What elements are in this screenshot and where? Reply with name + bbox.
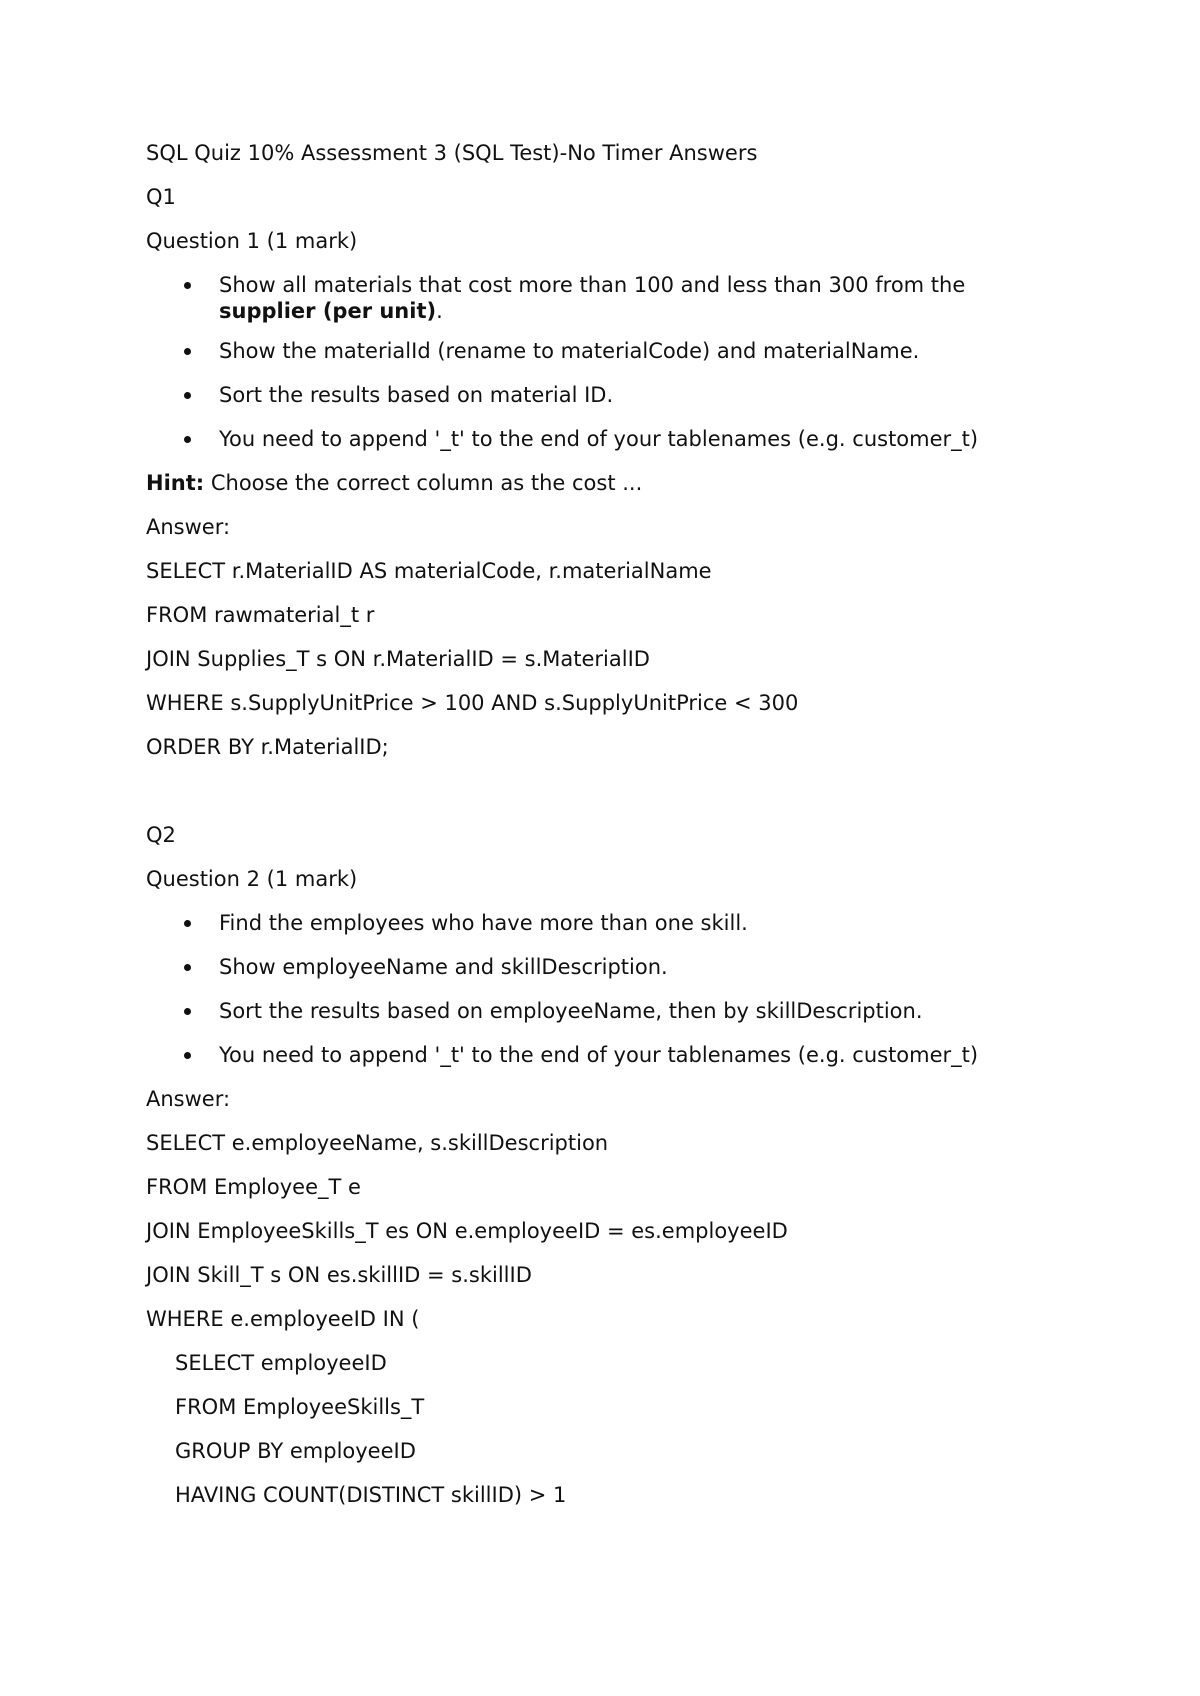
- bullet-icon: [184, 964, 191, 971]
- list-item: [146, 998, 1066, 1024]
- code-line: WHERE e.employeeID IN (: [146, 1307, 420, 1331]
- code-line: SELECT r.MaterialID AS materialCode, r.materialName: [146, 559, 712, 583]
- q2-answer-label: Answer:: [146, 1087, 231, 1111]
- list-item: [146, 954, 1066, 980]
- code-line: GROUP BY employeeID: [175, 1439, 416, 1463]
- code-line: SELECT e.employeeName, s.skillDescription: [146, 1131, 609, 1155]
- q1-label: Q1: [146, 185, 176, 209]
- spacer: [146, 778, 1066, 804]
- bullet-icon: [184, 392, 191, 399]
- document-page: [146, 140, 1066, 1526]
- q1-bullet1-end: .: [436, 299, 443, 323]
- list-item: [146, 910, 1066, 936]
- code-line: JOIN EmployeeSkills_T es ON e.employeeID = es.employeeID: [146, 1219, 788, 1243]
- q2-label: Q2: [146, 823, 176, 847]
- code-line: FROM rawmaterial_t r: [146, 603, 375, 627]
- q1-bullet-list: [146, 272, 1066, 452]
- list-item: [146, 426, 1066, 452]
- code-line: ORDER BY r.MaterialID;: [146, 735, 389, 759]
- bullet-icon: [184, 282, 191, 289]
- list-item: [146, 272, 1066, 324]
- bullet-icon: [184, 920, 191, 927]
- list-item: [146, 382, 1066, 408]
- q2-bullet-text: Find the employees who have more than one skill.: [219, 911, 748, 935]
- list-item: [146, 338, 1066, 364]
- q2-bullet-text: You need to append '_t' to the end of your tablenames (e.g. customer_t): [219, 1043, 979, 1067]
- code-line: FROM EmployeeSkills_T: [175, 1395, 425, 1419]
- document-title: SQL Quiz 10% Assessment 3 (SQL Test)-No Timer Answers: [146, 141, 758, 165]
- q1-bullet-text: Show the materialId (rename to materialCode) and materialName.: [219, 339, 920, 363]
- bullet-icon: [184, 436, 191, 443]
- q1-heading: Question 1 (1 mark): [146, 229, 358, 253]
- hint-label: Hint:: [146, 471, 205, 495]
- q1-hint: [146, 470, 1066, 496]
- q1-answer-label: Answer:: [146, 515, 231, 539]
- q1-bullet-text: You need to append '_t' to the end of your tablenames (e.g. customer_t): [219, 427, 979, 451]
- list-item: [146, 1042, 1066, 1068]
- q1-bullet1-text: Show all materials that cost more than 100 and less than 300 from the: [219, 273, 966, 297]
- code-line: JOIN Supplies_T s ON r.MaterialID = s.MaterialID: [146, 647, 650, 671]
- q1-bullet1-bold: supplier (per unit): [219, 299, 437, 323]
- q2-bullet-text: Sort the results based on employeeName, then by skillDescription.: [219, 999, 923, 1023]
- code-line: WHERE s.SupplyUnitPrice > 100 AND s.SupplyUnitPrice < 300: [146, 691, 799, 715]
- q2-bullet-text: Show employeeName and skillDescription.: [219, 955, 668, 979]
- code-line: HAVING COUNT(DISTINCT skillID) > 1: [175, 1483, 567, 1507]
- bullet-icon: [184, 348, 191, 355]
- q2-heading: Question 2 (1 mark): [146, 867, 358, 891]
- q1-bullet-text: Sort the results based on material ID.: [219, 383, 614, 407]
- code-line: SELECT employeeID: [175, 1351, 387, 1375]
- code-line: JOIN Skill_T s ON es.skillID = s.skillID: [146, 1263, 532, 1287]
- code-line: FROM Employee_T e: [146, 1175, 361, 1199]
- q2-bullet-list: [146, 910, 1066, 1068]
- bullet-icon: [184, 1052, 191, 1059]
- bullet-icon: [184, 1008, 191, 1015]
- hint-text: Choose the correct column as the cost ...: [204, 471, 643, 495]
